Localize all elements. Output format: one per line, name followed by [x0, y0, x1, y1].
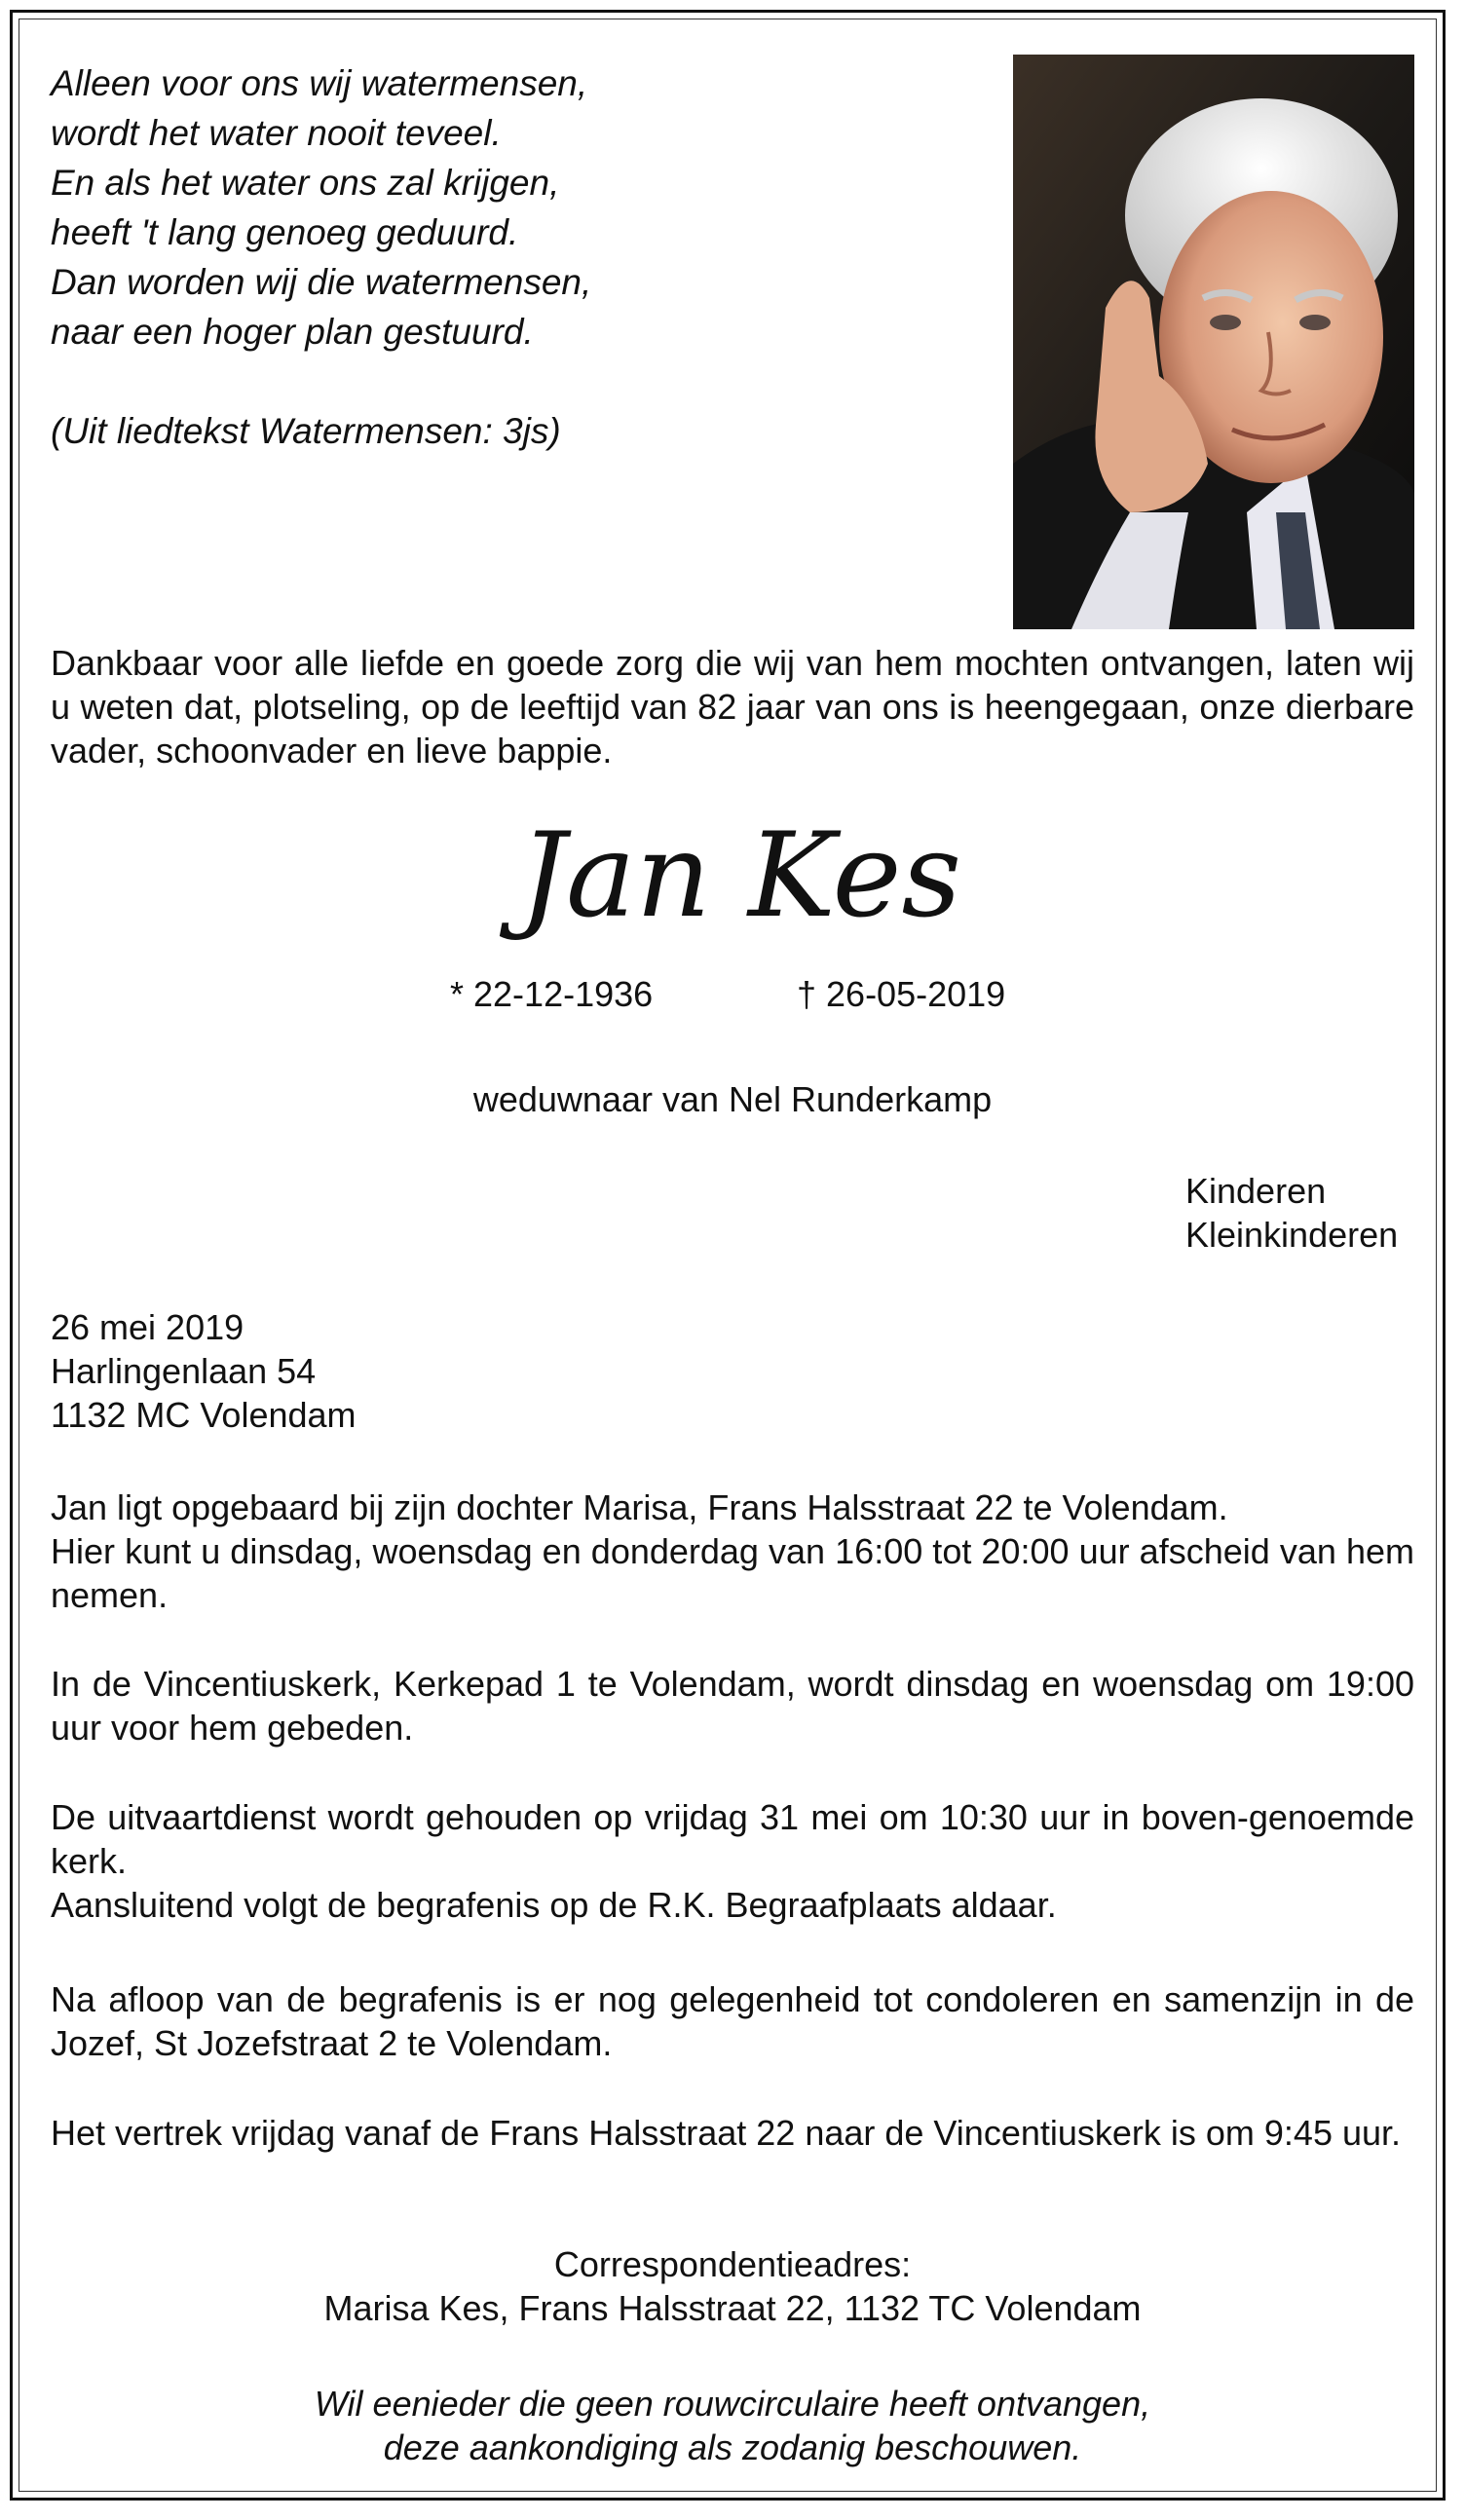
- correspondence-block: [51, 2242, 1414, 2330]
- address-line: Harlingenlaan 54: [51, 1351, 317, 1391]
- funeral-paragraph: [51, 1795, 1414, 1927]
- condolence-paragraph: Na afloop van de begrafenis is er nog gelegenheid tot condoleren en samenzijn in de Jozef, St Jozefstraat 2 te Volendam.: [51, 1979, 1414, 2063]
- portrait-photo: [1013, 55, 1414, 629]
- family-item: Kleinkinderen: [1185, 1215, 1399, 1255]
- name-signature: [477, 779, 1003, 974]
- correspondence-address: Marisa Kes, Frans Halsstraat 22, 1132 TC Volendam: [323, 2288, 1142, 2328]
- poem: [51, 58, 927, 456]
- funeral-line: De uitvaartdienst wordt gehouden op vrijdag 31 mei om 10:30 uur in boven-genoemde kerk.: [51, 1797, 1414, 1881]
- name-text: Jan Kes: [518, 809, 962, 944]
- poem-line: Dan worden wij die watermensen,: [51, 262, 592, 302]
- home-address: [51, 1305, 357, 1437]
- poem-line: heeft 't lang genoeg geduurd.: [51, 212, 519, 252]
- poem-line: En als het water ons zal krijgen,: [51, 163, 560, 203]
- viewing-line: Hier kunt u dinsdag, woensdag en donderdag van 16:00 tot 20:00 uur afscheid van hem nemen.: [51, 1531, 1414, 1615]
- poem-line: wordt het water nooit teveel.: [51, 113, 502, 153]
- departure-paragraph: Het vertrek vrijdag vanaf de Frans Halsstraat 22 naar de Vincentiuskerk is om 9:45 uur.: [51, 2113, 1402, 2153]
- closing-line: deze aankondiging als zodanig beschouwen.: [383, 2427, 1082, 2467]
- birth-date: * 22-12-1936: [450, 974, 654, 1014]
- closing-line: Wil eenieder die geen rouwcirculaire heeft ontvangen,: [314, 2384, 1151, 2424]
- poem-source: (Uit liedtekst Watermensen: 3js): [51, 411, 561, 451]
- address-line: 26 mei 2019: [51, 1307, 244, 1347]
- death-date: † 26-05-2019: [797, 974, 1006, 1014]
- family-block: [1185, 1169, 1398, 1257]
- prayer-paragraph: In de Vincentiuskerk, Kerkepad 1 te Volendam, wordt dinsdag en woensdag om 19:00 uur voor hem gebeden.: [51, 1664, 1414, 1748]
- funeral-line: Aansluitend volgt de begrafenis op de R.K. Begraafplaats aldaar.: [51, 1885, 1057, 1925]
- intro-paragraph: Dankbaar voor alle liefde en goede zorg die wij van hem mochten ontvangen, laten wij u weten dat, plotseling, op de leeftijd van 82 jaar van ons is heengegaan, onze dierbare vader, schoonvader en lieve bappie.: [51, 643, 1414, 771]
- widower-line: weduwnaar van Nel Runderkamp: [472, 1079, 993, 1119]
- correspondence-label: Correspondentieadres:: [553, 2244, 912, 2284]
- poem-line: naar een hoger plan gestuurd.: [51, 312, 534, 352]
- address-line: 1132 MC Volendam: [51, 1395, 357, 1435]
- closing-note: [51, 2382, 1414, 2469]
- poem-line: Alleen voor ons wij watermensen,: [51, 63, 588, 103]
- viewing-line: Jan ligt opgebaard bij zijn dochter Marisa, Frans Halsstraat 22 te Volendam.: [51, 1487, 1228, 1527]
- family-item: Kinderen: [1185, 1171, 1327, 1211]
- viewing-paragraph: [51, 1486, 1414, 1617]
